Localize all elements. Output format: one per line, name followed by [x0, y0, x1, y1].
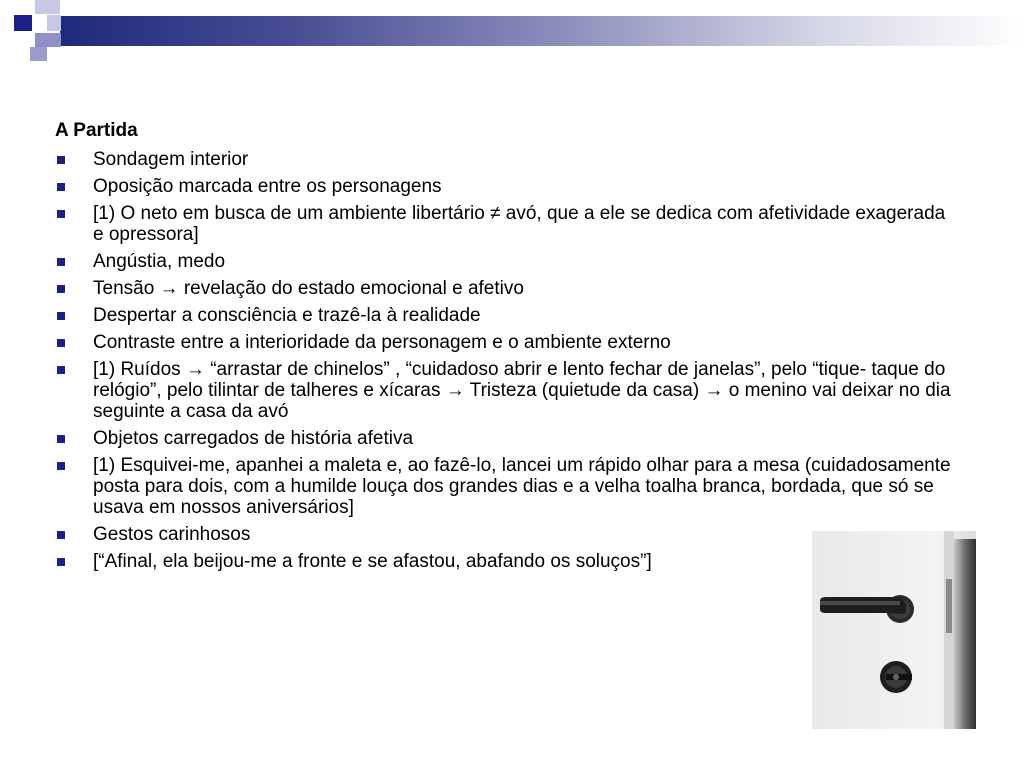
- list-item: [55, 359, 955, 422]
- list-item-text: Tensão → revelação do estado emocional e afetivo: [93, 278, 524, 299]
- list-item-text: Contraste entre a interioridade da personagem e o ambiente externo: [93, 332, 671, 353]
- square-bullet-icon: [57, 156, 65, 164]
- slide-content: [55, 120, 955, 578]
- list-item-text: Oposição marcada entre os personagens: [93, 176, 442, 197]
- list-item: [55, 278, 955, 299]
- list-item: [55, 455, 955, 518]
- header-square: [47, 15, 61, 31]
- list-item: [55, 251, 955, 272]
- square-bullet-icon: [57, 210, 65, 218]
- bullet-list: [55, 149, 955, 572]
- square-bullet-icon: [57, 435, 65, 443]
- list-item-text: Sondagem interior: [93, 149, 249, 170]
- square-bullet-icon: [57, 558, 65, 566]
- list-item: [55, 203, 955, 245]
- square-bullet-icon: [57, 531, 65, 539]
- list-item-text: [“Afinal, ela beijou-me a fronte e se afastou, abafando os soluços”]: [93, 551, 652, 572]
- list-item-text: Angústia, medo: [93, 251, 226, 272]
- list-item-text: Gestos carinhosos: [93, 524, 251, 545]
- square-bullet-icon: [57, 366, 65, 374]
- list-item-text: [1) Esquivei-me, apanhei a maleta e, ao fazê-lo, lancei um rápido olhar para a mesa (cuidadosamente posta para dois, com a humilde louça dos grandes dias e a velha toalha branca, bordada, que só se usava em nossos aniversários]: [93, 455, 951, 518]
- list-item: [55, 149, 955, 170]
- list-item: [55, 176, 955, 197]
- header-square: [47, 33, 61, 47]
- list-item: [55, 305, 955, 326]
- list-item: [55, 332, 955, 353]
- header-gradient-bar: [60, 16, 1024, 46]
- list-item-text: [1) Ruídos → “arrastar de chinelos” , “cuidadoso abrir e lento fechar de janelas”, pelo “tique- taque do relógio”, pelo tilintar de talheres e xícaras → Tristeza (quietude da casa) → o menino vai deixar no dia seguinte a casa da avó: [93, 359, 951, 422]
- list-item-text: Objetos carregados de história afetiva: [93, 428, 414, 449]
- header-square: [35, 33, 47, 47]
- square-bullet-icon: [57, 312, 65, 320]
- header-square: [30, 47, 47, 61]
- square-bullet-icon: [57, 258, 65, 266]
- square-bullet-icon: [57, 183, 65, 191]
- list-item: [55, 428, 955, 449]
- square-bullet-icon: [57, 462, 65, 470]
- header-decoration: [0, 0, 1024, 64]
- list-item-text: Despertar a consciência e trazê-la à realidade: [93, 305, 481, 326]
- header-square: [35, 0, 60, 14]
- header-square: [14, 33, 32, 47]
- list-item-text: [1) O neto em busca de um ambiente libertário ≠ avó, que a ele se dedica com afetividade exagerada e opressora]: [93, 203, 946, 245]
- header-square: [14, 15, 32, 31]
- square-bullet-icon: [57, 339, 65, 347]
- square-bullet-icon: [57, 285, 65, 293]
- door-handle-image: [812, 531, 976, 729]
- slide-heading: A Partida: [55, 120, 138, 141]
